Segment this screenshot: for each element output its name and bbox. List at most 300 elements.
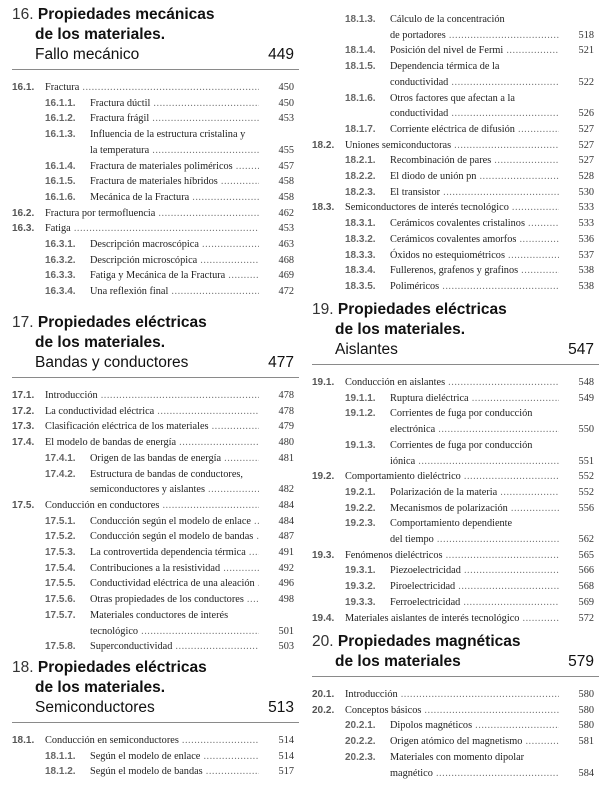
entry-title: Origen de las bandas de energía ..... [90, 451, 259, 467]
entry-number: 17.5.8. [45, 641, 76, 653]
toc-section-entry[interactable] [12, 404, 299, 420]
toc-section-entry[interactable] [312, 469, 599, 485]
entry-number: 20.2.1. [345, 720, 376, 732]
chapter-subtitle-line [12, 698, 299, 718]
chapter-subtitle: Aislantes [335, 341, 398, 358]
entry-title: Fullerenos, grafenos y grafinos ..... [390, 263, 559, 279]
entry-title: del tiempo ..... [390, 532, 559, 548]
entry-title: iónica ..... [390, 454, 559, 470]
entry-number: 16.1.5. [45, 176, 76, 188]
entry-page-number: 455 [278, 144, 294, 156]
toc-section-entry[interactable] [12, 206, 299, 222]
entry-title: La controvertida dependencia térmica ..... [90, 545, 259, 561]
entry-number: 16.3.3. [45, 270, 76, 282]
entry-page-number: 458 [278, 176, 294, 188]
toc-subsection-entry[interactable] [312, 734, 599, 750]
toc-subsection-entry[interactable] [312, 185, 599, 201]
entry-title: Introducción ..... [345, 687, 559, 703]
entry-title: Materiales conductores de interés [90, 609, 229, 621]
toc-subsection-entry[interactable] [12, 529, 299, 545]
entry-number: 18.3.1. [345, 218, 376, 230]
entry-page-number: 472 [278, 286, 294, 298]
chapter-title-line [12, 25, 299, 45]
entry-number: 17.5. [12, 499, 35, 511]
toc-subsection-entry[interactable] [312, 485, 599, 501]
entry-page-number: 538 [578, 265, 594, 277]
entry-page-number: 580 [578, 704, 594, 716]
chapter-title-line [312, 632, 599, 652]
toc-subsection-entry[interactable] [312, 766, 599, 782]
toc-section-entry[interactable] [12, 498, 299, 514]
entry-number: 18.2.3. [345, 186, 376, 198]
entry-page-number: 478 [278, 390, 294, 401]
entry-title: Otros factores que afectan a la [390, 92, 515, 104]
toc-subsection-entry[interactable] [312, 516, 599, 532]
toc-section-entry[interactable] [312, 687, 599, 703]
entry-page-number: 584 [578, 767, 594, 779]
toc-subsection-entry[interactable] [12, 111, 299, 127]
entry-title: Influencia de la estructura cristalina y [90, 129, 246, 141]
toc-subsection-entry[interactable] [312, 454, 599, 470]
toc-section-entry[interactable] [12, 221, 299, 237]
entry-number: 18.3.4. [345, 265, 376, 277]
entry-page-number: 484 [278, 499, 294, 511]
toc-subsection-entry[interactable] [12, 576, 299, 592]
entry-title: Fractura por termofluencia ..... [45, 206, 259, 222]
entry-page-number: 479 [278, 421, 294, 433]
entry-number: 17.4. [12, 437, 35, 449]
entry-page-number: 517 [278, 766, 294, 778]
entry-page-number: 568 [578, 581, 594, 593]
chapter-number: 19. [312, 301, 334, 318]
toc-subsection-entry[interactable] [12, 174, 299, 190]
entry-number: 18.1.5. [345, 61, 376, 73]
entry-title: Una reflexión final ..... [90, 284, 259, 300]
chapter-title: de los materiales [335, 653, 461, 670]
entry-title: Dipolos magnéticos ..... [390, 718, 559, 734]
entry-title: Descripción macroscópica ..... [90, 237, 259, 253]
entry-title: Conducción en conductores ..... [45, 498, 259, 514]
entry-page-number: 469 [278, 270, 294, 282]
entry-title: electrónica ..... [390, 422, 559, 438]
entry-page-number: 450 [278, 97, 294, 109]
entry-number: 18.1.4. [345, 45, 376, 57]
chapter-title-line [12, 333, 299, 353]
toc-section-entry[interactable] [312, 703, 599, 719]
entry-number: 18.1. [12, 735, 35, 746]
entry-number: 17.5.1. [45, 515, 76, 527]
chapter-page-number: 547 [568, 341, 594, 358]
toc-subsection-entry[interactable] [12, 284, 299, 300]
chapter-title: de los materiales. [335, 321, 466, 338]
entry-title: Origen atómico del magnetismo ..... [390, 734, 559, 750]
entry-page-number: 514 [278, 750, 294, 762]
toc-subsection-entry[interactable] [312, 438, 599, 454]
entry-number: 19.1.3. [345, 439, 376, 451]
toc-subsection-entry[interactable] [312, 59, 599, 75]
entry-title: Polarización de la materia ..... [390, 485, 559, 501]
chapter-heading [12, 313, 299, 378]
entry-page-number: 484 [278, 515, 294, 527]
entry-title: de portadores ..... [390, 28, 559, 44]
entry-page-number: 538 [578, 280, 594, 292]
chapter-heading [12, 658, 299, 723]
entry-title: Fatiga y Mecánica de la Fractura ..... [90, 268, 259, 284]
entry-title: Uniones semiconductoras ..... [345, 138, 559, 154]
entry-title: Mecánica de la Fractura ..... [90, 190, 259, 206]
toc-subsection-entry[interactable] [312, 91, 599, 107]
entry-number: 19.1.1. [345, 392, 376, 404]
entry-title: Cerámicos covalentes amorfos ..... [390, 232, 559, 248]
entry-title: Descripción microscópica ..... [90, 253, 259, 269]
entry-title: semiconductores y aislantes ..... [90, 482, 259, 498]
entry-title: Corrientes de fuga por conducción [390, 408, 533, 420]
toc-subsection-entry[interactable] [12, 96, 299, 112]
entry-number: 19.3.2. [345, 581, 376, 593]
chapter-subtitle: Fallo mecánico [35, 46, 140, 63]
entry-page-number: 562 [578, 534, 594, 546]
entry-number: 16.1.3. [45, 129, 76, 141]
entry-number: 18.1.7. [345, 123, 376, 135]
toc-subsection-entry[interactable] [312, 75, 599, 91]
entry-number: 18.1.1. [45, 750, 76, 762]
toc-section-entry[interactable] [312, 611, 599, 627]
entry-number: 19.2.2. [345, 502, 376, 514]
entry-number: 18.2.1. [345, 155, 376, 167]
entry-page-number: 533 [578, 218, 594, 230]
entry-title: Corriente eléctrica de difusión ..... [390, 122, 559, 138]
toc-section-entry[interactable] [12, 80, 299, 96]
chapter-title-line [12, 658, 299, 678]
toc-subsection-entry[interactable] [12, 127, 299, 143]
entry-page-number: 462 [278, 207, 294, 219]
toc-subsection-entry[interactable] [12, 592, 299, 608]
entry-page-number: 478 [278, 405, 294, 417]
chapter-subtitle-line [12, 45, 299, 65]
entry-title: conductividad ..... [390, 106, 559, 122]
entry-title: Fractura frágil ..... [90, 111, 259, 127]
chapter-section [12, 5, 299, 300]
toc-subsection-entry[interactable] [12, 451, 299, 467]
toc-subsection-entry[interactable] [12, 482, 299, 498]
chapter-heading [312, 632, 599, 677]
toc-subsection-entry[interactable] [312, 406, 599, 422]
entry-page-number: 537 [578, 249, 594, 261]
chapter-subtitle-line [312, 340, 599, 360]
chapter-page-number: 449 [268, 46, 294, 63]
chapter-heading [12, 5, 299, 70]
entry-page-number: 565 [578, 549, 594, 561]
entry-title: Conducción según el modelo de bandas ..... [90, 529, 259, 545]
entry-title: Fenómenos dieléctricos ..... [345, 548, 559, 564]
entry-page-number: 498 [278, 594, 294, 606]
chapter-heading [312, 300, 599, 365]
toc-subsection-entry[interactable] [312, 501, 599, 517]
toc-subsection-entry[interactable] [312, 106, 599, 122]
entry-title: Contribuciones a la resistividad ..... [90, 561, 259, 577]
entry-number: 19.3. [312, 549, 335, 561]
toc-subsection-entry[interactable] [12, 639, 299, 655]
toc-subsection-entry[interactable] [312, 750, 599, 766]
toc-subsection-entry[interactable] [312, 153, 599, 169]
chapter-title: Propiedades eléctricas [337, 301, 507, 318]
chapter-number: 16. [12, 6, 34, 23]
entry-page-number: 527 [578, 123, 594, 135]
entry-title: Clasificación eléctrica de los materiales ..... [45, 419, 259, 435]
toc-subsection-entry[interactable] [312, 391, 599, 407]
entry-page-number: 501 [278, 625, 294, 637]
chapter-number: 17. [12, 314, 34, 331]
chapter-section [12, 313, 299, 655]
toc-subsection-entry[interactable] [12, 624, 299, 640]
entry-page-number: 458 [278, 191, 294, 203]
entry-title: Semiconductores de interés tecnológico ..... [345, 200, 559, 216]
toc-section-entry[interactable] [12, 733, 299, 749]
toc-subsection-entry[interactable] [12, 764, 299, 780]
toc-subsection-entry[interactable] [312, 718, 599, 734]
entry-title: Ruptura dieléctrica ..... [390, 391, 559, 407]
entry-title: Conductividad eléctrica de una aleación ..... [90, 576, 259, 592]
entry-page-number: 526 [578, 108, 594, 120]
toc-section-entry[interactable] [312, 200, 599, 216]
toc-subsection-entry[interactable] [312, 216, 599, 232]
entry-page-number: 572 [578, 612, 594, 624]
entry-page-number: 548 [578, 377, 594, 388]
toc-subsection-entry[interactable] [312, 248, 599, 264]
chapter-title: de los materiales. [35, 679, 166, 696]
entry-number: 19.2. [312, 471, 335, 483]
entry-page-number: 453 [278, 223, 294, 235]
entry-page-number: 492 [278, 562, 294, 574]
entry-page-number: 569 [578, 596, 594, 608]
toc-subsection-entry[interactable] [12, 561, 299, 577]
entry-number: 16.3. [12, 223, 35, 235]
entry-page-number: 566 [578, 565, 594, 577]
toc-subsection-entry[interactable] [312, 532, 599, 548]
chapter-page-number: 477 [268, 354, 294, 371]
chapter-subtitle: Bandas y conductores [35, 354, 189, 371]
entry-page-number: 481 [278, 452, 294, 464]
entry-number: 17.5.7. [45, 609, 76, 621]
entry-page-number: 463 [278, 239, 294, 251]
toc-subsection-entry[interactable] [312, 579, 599, 595]
entry-title: Corrientes de fuga por conducción [390, 439, 533, 451]
toc-subsection-entry[interactable] [12, 268, 299, 284]
entry-title: Superconductividad ..... [90, 639, 259, 655]
entry-page-number: 551 [578, 455, 594, 467]
entry-title: Conducción en semiconductores ..... [45, 733, 259, 749]
entry-title: Fatiga ..... [45, 221, 259, 237]
toc-subsection-entry[interactable] [312, 263, 599, 279]
toc-subsection-entry[interactable] [312, 563, 599, 579]
chapter-title: de los materiales. [35, 334, 166, 351]
entry-number: 16.1.1. [45, 97, 76, 109]
entry-title: la temperatura ..... [90, 143, 259, 159]
entry-page-number: 550 [578, 424, 594, 436]
entry-number: 20.1. [312, 689, 335, 700]
entry-title: Piroelectricidad ..... [390, 579, 559, 595]
entry-number: 17.4.1. [45, 452, 76, 464]
toc-subsection-entry[interactable] [12, 545, 299, 561]
chapter-section [312, 300, 599, 626]
toc-section-entry[interactable] [312, 138, 599, 154]
entry-title: Materiales aislantes de interés tecnológico ..... [345, 611, 559, 627]
entry-title: La conductividad eléctrica ..... [45, 404, 259, 420]
entry-page-number: 581 [578, 736, 594, 748]
entry-page-number: 536 [578, 233, 594, 245]
entry-number: 17.5.2. [45, 531, 76, 543]
entry-number: 17.5.6. [45, 594, 76, 606]
chapter-title: Propiedades mecánicas [37, 6, 215, 23]
entry-number: 19.2.1. [345, 486, 376, 498]
entry-page-number: 522 [578, 76, 594, 88]
toc-subsection-entry[interactable] [312, 12, 599, 28]
chapter-subtitle: Semiconductores [35, 699, 155, 716]
entry-title: Recombinación de pares ..... [390, 153, 559, 169]
entry-number: 17.2. [12, 405, 35, 417]
entry-title: Posición del nivel de Fermi ..... [390, 43, 559, 59]
entry-number: 16.1. [12, 82, 35, 93]
entry-page-number: 487 [278, 531, 294, 543]
entry-number: 20.2. [312, 704, 335, 716]
entry-page-number: 450 [278, 82, 294, 93]
toc-subsection-entry[interactable] [12, 514, 299, 530]
toc-subsection-entry[interactable] [12, 237, 299, 253]
entry-page-number: 552 [578, 471, 594, 483]
entry-title: Mecanismos de polarización ..... [390, 501, 559, 517]
chapter-number: 20. [312, 633, 334, 650]
entry-number: 17.4.2. [45, 468, 76, 480]
entry-number: 18.3.2. [345, 233, 376, 245]
entry-page-number: 549 [578, 392, 594, 404]
entry-number: 17.5.5. [45, 578, 76, 590]
toc-section-entry[interactable] [12, 419, 299, 435]
toc-subsection-entry[interactable] [12, 143, 299, 159]
toc-subsection-entry[interactable] [12, 253, 299, 269]
entry-title: Cálculo de la concentración [390, 14, 505, 25]
entry-page-number: 530 [578, 186, 594, 198]
entry-number: 16.1.2. [45, 113, 76, 125]
toc-subsection-entry[interactable] [12, 190, 299, 206]
entry-title: conductividad ..... [390, 75, 559, 91]
entry-page-number: 552 [578, 486, 594, 498]
entry-title: Otras propiedades de los conductores ..... [90, 592, 259, 608]
chapter-title-line [12, 313, 299, 333]
chapter-title-line [312, 652, 599, 672]
entry-page-number: 518 [578, 29, 594, 41]
entry-number: 18.1.3. [345, 14, 376, 25]
entry-number: 17.5.4. [45, 562, 76, 574]
entry-number: 18.1.6. [345, 92, 376, 104]
chapter-section [12, 658, 299, 780]
entry-title: Conducción según el modelo de enlace ..... [90, 514, 259, 530]
toc-subsection-entry[interactable] [312, 232, 599, 248]
entry-page-number: 528 [578, 171, 594, 183]
toc-subsection-entry[interactable] [12, 467, 299, 483]
chapter-title: Propiedades eléctricas [37, 659, 207, 676]
entry-number: 17.5.3. [45, 547, 76, 559]
entry-title: magnético ..... [390, 766, 559, 782]
entry-number: 19.1.2. [345, 408, 376, 420]
entry-title: Dependencia térmica de la [390, 61, 500, 73]
toc-subsection-entry[interactable] [312, 43, 599, 59]
entry-title: Conducción en aislantes ..... [345, 375, 559, 391]
chapter-page-number: 579 [568, 653, 594, 670]
toc-section-entry[interactable] [312, 548, 599, 564]
entry-page-number: 514 [278, 735, 294, 746]
entry-title: Óxidos no estequiométricos ..... [390, 248, 559, 264]
entry-page-number: 457 [278, 160, 294, 172]
toc-section-entry[interactable] [12, 388, 299, 404]
entry-page-number: 453 [278, 113, 294, 125]
entry-number: 17.1. [12, 390, 35, 401]
entry-page-number: 580 [578, 689, 594, 700]
entry-number: 18.3.3. [345, 249, 376, 261]
entry-page-number: 482 [278, 484, 294, 496]
toc-subsection-entry[interactable] [12, 159, 299, 175]
toc-subsection-entry[interactable] [312, 169, 599, 185]
entry-page-number: 480 [278, 437, 294, 449]
entry-number: 17.3. [12, 421, 35, 433]
entry-title: Materiales con momento dipolar [390, 751, 525, 763]
entry-page-number: 521 [578, 45, 594, 57]
chapter-subtitle-line [12, 353, 299, 373]
entry-number: 19.3.1. [345, 565, 376, 577]
entry-number: 18.2.2. [345, 171, 376, 183]
entry-title: Según el modelo de bandas ..... [90, 764, 259, 780]
entry-title: Conceptos básicos ..... [345, 703, 559, 719]
entry-number: 16.1.6. [45, 191, 76, 203]
entry-title: El transistor ..... [390, 185, 559, 201]
chapter-title-line [312, 300, 599, 320]
entry-number: 19.3.3. [345, 596, 376, 608]
entry-title: Comportamiento dependiente [390, 518, 513, 530]
toc-subsection-entry[interactable] [12, 608, 299, 624]
chapter-title: Propiedades eléctricas [37, 314, 207, 331]
entry-number: 20.2.2. [345, 736, 376, 748]
chapter-title: de los materiales. [35, 26, 166, 43]
entry-page-number: 503 [278, 641, 294, 653]
chapter-page-number: 513 [268, 699, 294, 716]
toc-subsection-entry[interactable] [312, 122, 599, 138]
entry-number: 18.3. [312, 202, 335, 214]
chapter-number: 18. [12, 659, 34, 676]
chapter-title-line [12, 5, 299, 25]
entry-title: Fractura de materiales híbridos ..... [90, 174, 259, 190]
toc-subsection-entry[interactable] [312, 422, 599, 438]
entry-title: Fractura de materiales poliméricos ..... [90, 159, 259, 175]
entry-title: Fractura ..... [45, 80, 259, 96]
entry-page-number: 496 [278, 578, 294, 590]
entry-page-number: 491 [278, 547, 294, 559]
entry-number: 19.2.3. [345, 518, 376, 530]
entry-title: tecnológico ..... [90, 624, 259, 640]
toc-section-entry[interactable] [312, 375, 599, 391]
toc-subsection-entry[interactable] [312, 595, 599, 611]
chapter-title: Propiedades magnéticas [337, 633, 521, 650]
toc-subsection-entry[interactable] [12, 749, 299, 765]
entry-number: 16.3.2. [45, 254, 76, 266]
entry-title: Ferroelectricidad ..... [390, 595, 559, 611]
entry-number: 16.2. [12, 207, 35, 219]
toc-subsection-entry[interactable] [312, 279, 599, 295]
chapter-section [312, 12, 599, 295]
entry-number: 16.3.4. [45, 286, 76, 298]
toc-subsection-entry[interactable] [312, 28, 599, 44]
entry-page-number: 527 [578, 155, 594, 167]
entry-number: 19.1. [312, 377, 335, 388]
toc-section-entry[interactable] [12, 435, 299, 451]
